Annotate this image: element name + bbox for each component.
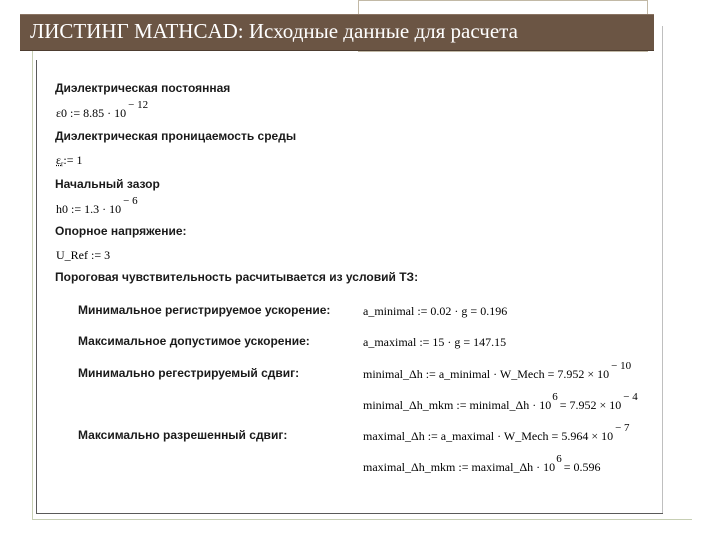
- decorative-frame-bottom: [32, 519, 692, 520]
- region-minimal-dh[interactable]: [363, 360, 632, 382]
- heading-reference-voltage: Опорное напряжение:: [55, 224, 187, 238]
- region-epsilon0[interactable]: [56, 99, 149, 121]
- region-epsilon-r[interactable]: [56, 153, 83, 168]
- expr-minimal-dh-mkm-a: minimal_Δh_mkm := minimal_Δh · 10: [363, 398, 552, 412]
- expr-u-ref: U_Ref := 3: [56, 248, 111, 262]
- expr-maximal-dh: maximal_Δh := a_maximal · W_Mech = 5.964 × 10: [363, 429, 614, 443]
- exp-minimal-dh-mkm-a: 6: [552, 391, 558, 403]
- region-u-ref[interactable]: [56, 248, 110, 263]
- region-maximal-dh[interactable]: [363, 422, 630, 444]
- heading-initial-gap: Начальный зазор: [55, 177, 160, 191]
- worksheet-border-left: [36, 60, 37, 514]
- page-title: ЛИСТИНГ MATHCAD: Исходные данные для расчета: [30, 19, 518, 43]
- label-min-accel: Минимальное регистрируемое ускорение:: [78, 303, 331, 317]
- heading-dielectric-permeability: Диэлектрическая проницаемость среды: [55, 129, 297, 143]
- label-min-shift: Минимально регестрируемый сдвиг:: [78, 366, 300, 380]
- region-minimal-dh-mkm[interactable]: [363, 391, 638, 413]
- expr-epsilon-r: := 1: [63, 153, 83, 167]
- expr-maximal-dh-mkm-b: = 0.596: [563, 460, 601, 474]
- heading-dielectric-constant: Диэлектрическая постоянная: [55, 81, 231, 95]
- label-max-accel: Максимальное допустимое ускорение:: [78, 334, 310, 348]
- exp-minimal-dh-mkm-b: − 4: [623, 391, 638, 403]
- expr-minimal-dh: minimal_Δh := a_minimal · W_Mech = 7.952 × 10: [363, 367, 610, 381]
- expr-a-minimal: a_minimal := 0.02 · g = 0.196: [363, 304, 508, 318]
- expr-h0: h0 := 1.3 · 10: [56, 202, 122, 216]
- expr-maximal-dh-mkm-a: maximal_Δh_mkm := maximal_Δh · 10: [363, 460, 556, 474]
- title-bar: [20, 14, 654, 51]
- epsilon-symbol: ε: [56, 153, 62, 167]
- decorative-frame-left: [32, 50, 33, 520]
- exp-minimal-dh: − 10: [611, 360, 632, 372]
- epsilon-subscript: r: [61, 160, 64, 168]
- exp-maximal-dh-mkm-a: 6: [556, 453, 562, 465]
- label-max-shift: Максимально разрешенный сдвиг:: [78, 428, 288, 442]
- worksheet-border-right: [662, 26, 663, 514]
- expr-epsilon0: ε0 := 8.85 · 10: [56, 106, 127, 120]
- region-a-minimal[interactable]: [363, 304, 507, 319]
- region-h0[interactable]: [56, 195, 138, 217]
- region-a-maximal[interactable]: [363, 335, 506, 350]
- exp-h0: − 6: [123, 195, 138, 207]
- worksheet-border-bottom: [36, 513, 663, 514]
- expr-a-maximal: a_maximal := 15 · g = 147.15: [363, 335, 507, 349]
- expr-minimal-dh-mkm-b: = 7.952 × 10: [559, 398, 622, 412]
- heading-threshold: Пороговая чувствительность расчитывается из условий ТЗ:: [55, 270, 419, 284]
- region-maximal-dh-mkm[interactable]: [363, 453, 601, 475]
- exp-maximal-dh: − 7: [615, 422, 630, 434]
- exp-epsilon0: − 12: [128, 99, 149, 111]
